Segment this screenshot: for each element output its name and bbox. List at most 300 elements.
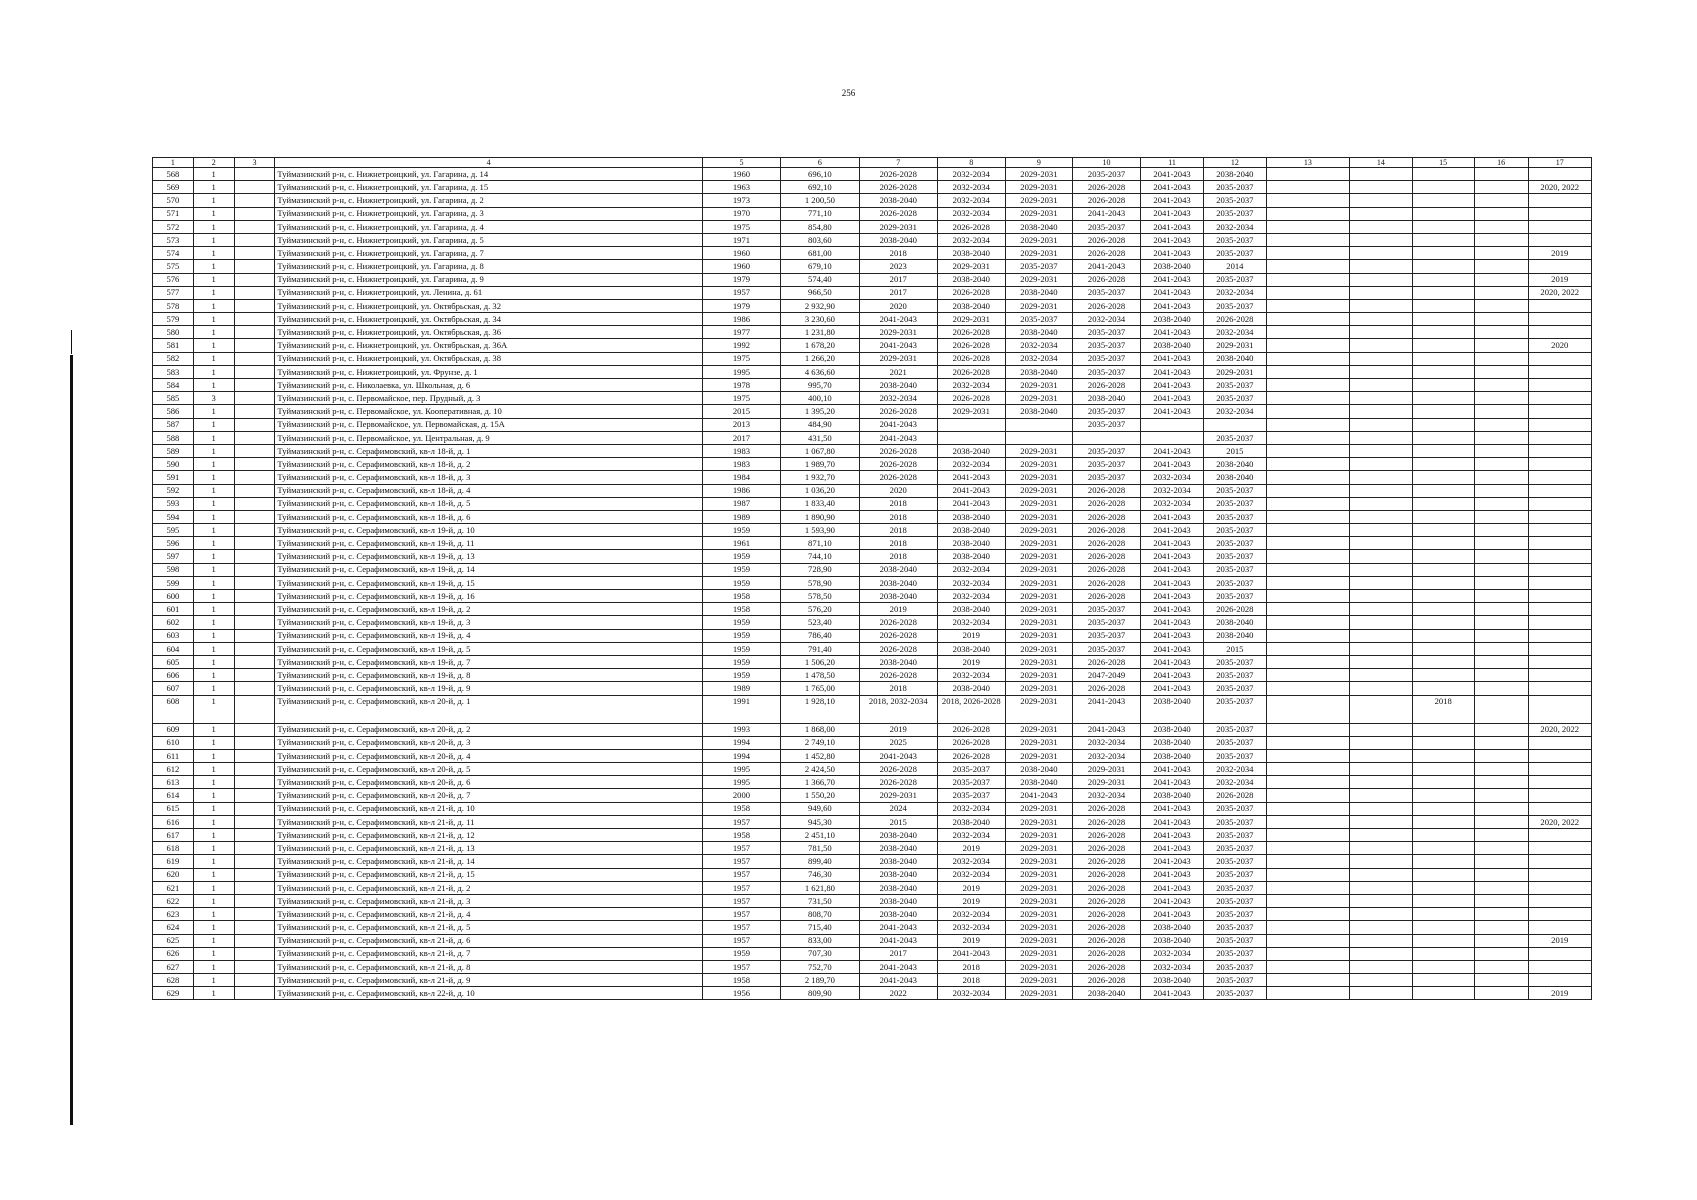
table-cell <box>1412 815 1474 828</box>
table-cell: 2026-2028 <box>1073 655 1141 668</box>
table-cell: 1 <box>193 431 234 444</box>
table-cell <box>234 987 275 1000</box>
table-cell: 2018 <box>859 524 937 537</box>
table-cell: 1963 <box>702 181 780 194</box>
address-cell: Туймазинский р-н, с. Серафимовский, кв-л 18-й, д. 4 <box>275 484 702 497</box>
table-cell: 2041-2043 <box>1073 723 1141 736</box>
column-header-10: 10 <box>1073 158 1141 168</box>
table-cell <box>1266 444 1350 457</box>
table-cell: 2032-2034 <box>937 590 1005 603</box>
table-cell: 1 <box>193 669 234 682</box>
table-cell: 2032-2034 <box>1005 339 1073 352</box>
table-cell <box>1266 247 1350 260</box>
table-cell: 2026-2028 <box>1073 273 1141 286</box>
table-cell: 2029-2031 <box>1005 974 1073 987</box>
table-cell <box>1412 550 1474 563</box>
table-cell: 2035-2037 <box>1073 168 1141 181</box>
table-cell: 1959 <box>702 550 780 563</box>
table-cell: 2038-2040 <box>937 603 1005 616</box>
table-cell <box>1266 669 1350 682</box>
table-cell <box>1412 934 1474 947</box>
table-cell: 2038-2040 <box>1140 260 1203 273</box>
table-cell: 2029-2031 <box>1005 603 1073 616</box>
table-cell: 2032-2034 <box>937 576 1005 589</box>
table-cell <box>1474 352 1528 365</box>
table-cell: 2041-2043 <box>1140 855 1203 868</box>
table-cell <box>1528 168 1592 181</box>
table-cell: 2026-2028 <box>1073 379 1141 392</box>
table-cell <box>1474 550 1528 563</box>
table-cell: 2038-2040 <box>937 273 1005 286</box>
table-cell <box>1266 550 1350 563</box>
address-cell: Туймазинский р-н, с. Первомайское, ул. Первомайская, д. 15А <box>275 418 702 431</box>
table-cell: 2035-2037 <box>1204 590 1266 603</box>
table-cell: 2035-2037 <box>1204 510 1266 523</box>
table-cell <box>234 563 275 576</box>
table-cell: 523,40 <box>781 616 859 629</box>
table-cell: 2029-2031 <box>1005 921 1073 934</box>
table-cell <box>1350 776 1412 789</box>
table-row <box>153 326 1592 339</box>
table-cell: 1 <box>193 921 234 934</box>
table-cell: 692,10 <box>781 181 859 194</box>
table-cell <box>234 576 275 589</box>
table-cell: 2035-2037 <box>1204 802 1266 815</box>
table-cell: 2032-2034 <box>937 669 1005 682</box>
table-cell: 2026-2028 <box>1073 682 1141 695</box>
table-cell: 578,90 <box>781 576 859 589</box>
table-cell: 2035-2037 <box>1204 749 1266 762</box>
table-cell <box>234 894 275 907</box>
table-cell: 2026-2028 <box>1073 181 1141 194</box>
table-cell: 574,40 <box>781 273 859 286</box>
address-cell: Туймазинский р-н, с. Серафимовский, кв-л 21-й, д. 6 <box>275 934 702 947</box>
table-cell: 619 <box>153 855 194 868</box>
table-cell: 1957 <box>702 868 780 881</box>
table-cell: 1 <box>193 802 234 815</box>
table-cell <box>1266 616 1350 629</box>
table-cell: 2041-2043 <box>1140 563 1203 576</box>
table-cell <box>1266 763 1350 776</box>
table-cell <box>1350 550 1412 563</box>
table-cell <box>1266 273 1350 286</box>
table-cell <box>1266 194 1350 207</box>
table-cell: 1977 <box>702 326 780 339</box>
table-cell: 2000 <box>702 789 780 802</box>
table-cell: 585 <box>153 392 194 405</box>
table-cell: 2026-2028 <box>1204 789 1266 802</box>
table-cell: 3 230,60 <box>781 313 859 326</box>
table-cell: 2041-2043 <box>859 749 937 762</box>
table-cell: 1957 <box>702 960 780 973</box>
table-cell: 1 <box>193 682 234 695</box>
table-cell: 2029-2031 <box>1005 987 1073 1000</box>
table-cell <box>1350 695 1412 723</box>
table-cell: 2038-2040 <box>859 868 937 881</box>
table-row <box>153 563 1592 576</box>
table-cell: 2029-2031 <box>1005 736 1073 749</box>
table-cell: 2041-2043 <box>1140 168 1203 181</box>
address-cell: Туймазинский р-н, с. Серафимовский, кв-л 21-й, д. 15 <box>275 868 702 881</box>
table-cell: 574 <box>153 247 194 260</box>
table-cell: 2032-2034 <box>937 563 1005 576</box>
table-cell: 2041-2043 <box>1140 655 1203 668</box>
table-cell: 1 <box>193 444 234 457</box>
table-cell: 2017 <box>859 286 937 299</box>
table-cell: 2029-2031 <box>1005 168 1073 181</box>
table-cell <box>1528 616 1592 629</box>
table-cell: 2029-2031 <box>1005 273 1073 286</box>
table-cell <box>1528 313 1592 326</box>
table-cell <box>1350 313 1412 326</box>
table-cell <box>234 524 275 537</box>
table-cell: 2041-2043 <box>859 934 937 947</box>
table-cell: 2035-2037 <box>1204 524 1266 537</box>
table-cell: 808,70 <box>781 908 859 921</box>
table-row <box>153 471 1592 484</box>
table-cell: 1 506,20 <box>781 655 859 668</box>
table-cell <box>1412 842 1474 855</box>
table-row <box>153 181 1592 194</box>
table-cell <box>1266 723 1350 736</box>
table-cell: 2038-2040 <box>1140 934 1203 947</box>
table-cell: 1 <box>193 484 234 497</box>
table-cell: 2013 <box>702 418 780 431</box>
table-cell <box>1474 260 1528 273</box>
address-cell: Туймазинский р-н, с. Нижнетроицкий, ул. Октябрьская, д. 36 <box>275 326 702 339</box>
table-cell: 2038-2040 <box>1204 629 1266 642</box>
table-cell <box>1474 484 1528 497</box>
table-cell: 2029-2031 <box>1005 894 1073 907</box>
table-cell <box>234 934 275 947</box>
table-cell: 2041-2043 <box>1140 682 1203 695</box>
table-cell: 2029-2031 <box>1005 563 1073 576</box>
table-cell: 2029-2031 <box>1005 207 1073 220</box>
address-cell: Туймазинский р-н, с. Серафимовский, кв-л 20-й, д. 1 <box>275 695 702 723</box>
table-cell <box>1412 247 1474 260</box>
table-cell <box>1412 960 1474 973</box>
table-cell <box>234 921 275 934</box>
table-cell <box>1474 802 1528 815</box>
table-cell <box>1528 868 1592 881</box>
table-cell: 1959 <box>702 655 780 668</box>
table-cell: 2035-2037 <box>1204 181 1266 194</box>
table-cell: 2041-2043 <box>1140 815 1203 828</box>
table-cell <box>1350 894 1412 907</box>
table-cell: 2041-2043 <box>1140 444 1203 457</box>
table-cell <box>234 497 275 510</box>
address-cell: Туймазинский р-н, с. Серафимовский, кв-л 19-й, д. 4 <box>275 629 702 642</box>
table-cell <box>1412 603 1474 616</box>
address-cell: Туймазинский р-н, с. Серафимовский, кв-л 21-й, д. 10 <box>275 802 702 815</box>
table-cell: 2014 <box>1204 260 1266 273</box>
table-cell: 603 <box>153 629 194 642</box>
table-cell: 2020, 2022 <box>1528 181 1592 194</box>
table-cell: 1970 <box>702 207 780 220</box>
table-cell: 2038-2040 <box>859 590 937 603</box>
table-cell <box>1412 484 1474 497</box>
table-cell: 621 <box>153 881 194 894</box>
address-cell: Туймазинский р-н, с. Серафимовский, кв-л 19-й, д. 9 <box>275 682 702 695</box>
table-cell: 2029-2031 <box>1005 829 1073 842</box>
table-cell: 609 <box>153 723 194 736</box>
table-cell <box>1350 855 1412 868</box>
table-row <box>153 868 1592 881</box>
table-cell: 2035-2037 <box>937 763 1005 776</box>
table-cell <box>1528 947 1592 960</box>
table-cell: 2026-2028 <box>937 723 1005 736</box>
table-cell <box>1266 934 1350 947</box>
table-cell: 995,70 <box>781 379 859 392</box>
table-cell: 2018 <box>937 974 1005 987</box>
table-cell <box>1350 934 1412 947</box>
table-cell: 2032-2034 <box>937 802 1005 815</box>
table-cell: 2038-2040 <box>1140 723 1203 736</box>
table-cell: 571 <box>153 207 194 220</box>
table-row <box>153 220 1592 233</box>
address-cell: Туймазинский р-н, с. Серафимовский, кв-л 19-й, д. 11 <box>275 537 702 550</box>
table-cell <box>1528 855 1592 868</box>
table-cell <box>1528 194 1592 207</box>
table-cell: 612 <box>153 763 194 776</box>
table-cell <box>1412 655 1474 668</box>
table-cell: 2035-2037 <box>1204 669 1266 682</box>
table-cell <box>1474 563 1528 576</box>
table-cell <box>1474 947 1528 960</box>
table-cell <box>1474 669 1528 682</box>
table-cell <box>234 471 275 484</box>
table-cell <box>1350 974 1412 987</box>
table-cell <box>1350 881 1412 894</box>
table-cell: 1 <box>193 894 234 907</box>
address-cell: Туймазинский р-н, с. Серафимовский, кв-л 20-й, д. 4 <box>275 749 702 762</box>
table-cell: 2041-2043 <box>1140 405 1203 418</box>
table-cell: 1989 <box>702 510 780 523</box>
table-cell: 1 <box>193 960 234 973</box>
table-cell <box>1266 603 1350 616</box>
table-cell <box>1474 960 1528 973</box>
table-cell: 731,50 <box>781 894 859 907</box>
table-cell <box>1474 299 1528 312</box>
table-cell <box>1528 444 1592 457</box>
table-cell <box>1528 471 1592 484</box>
table-cell <box>234 815 275 828</box>
table-cell: 2041-2043 <box>1140 537 1203 550</box>
table-row <box>153 934 1592 947</box>
table-cell <box>1528 590 1592 603</box>
table-cell <box>1412 194 1474 207</box>
housing-registry-table <box>152 157 1592 1000</box>
table-cell: 2038-2040 <box>937 510 1005 523</box>
table-cell: 2032-2034 <box>1073 789 1141 802</box>
scan-edge-mark <box>70 355 73 1125</box>
table-cell <box>234 352 275 365</box>
address-cell: Туймазинский р-н, с. Серафимовский, кв-л 19-й, д. 15 <box>275 576 702 589</box>
table-cell: 2032-2034 <box>937 855 1005 868</box>
table-cell <box>1266 260 1350 273</box>
table-cell <box>1266 326 1350 339</box>
table-cell: 2026-2028 <box>937 220 1005 233</box>
table-cell <box>1528 642 1592 655</box>
table-cell: 1 <box>193 379 234 392</box>
table-cell: 2041-2043 <box>859 313 937 326</box>
table-row <box>153 723 1592 736</box>
address-cell: Туймазинский р-н, с. Серафимовский, кв-л 21-й, д. 12 <box>275 829 702 842</box>
table-cell: 2041-2043 <box>1140 881 1203 894</box>
table-cell <box>1350 749 1412 762</box>
table-cell: 1978 <box>702 379 780 392</box>
table-cell <box>1528 669 1592 682</box>
table-cell: 2019 <box>1528 934 1592 947</box>
table-cell <box>1412 987 1474 1000</box>
table-cell: 2021 <box>859 365 937 378</box>
table-cell <box>1528 352 1592 365</box>
address-cell: Туймазинский р-н, с. Нижнетроицкий, ул. Гагарина, д. 3 <box>275 207 702 220</box>
table-cell <box>1412 299 1474 312</box>
table-cell <box>1266 655 1350 668</box>
table-cell <box>1528 921 1592 934</box>
table-cell <box>1412 524 1474 537</box>
table-cell <box>234 802 275 815</box>
table-cell: 2026-2028 <box>859 444 937 457</box>
table-cell <box>1350 326 1412 339</box>
table-cell <box>1474 894 1528 907</box>
table-cell: 1 <box>193 629 234 642</box>
table-cell <box>1412 736 1474 749</box>
table-cell <box>1266 497 1350 510</box>
table-cell: 1957 <box>702 286 780 299</box>
table-cell: 2026-2028 <box>937 339 1005 352</box>
address-cell: Туймазинский р-н, с. Серафимовский, кв-л 21-й, д. 9 <box>275 974 702 987</box>
table-cell: 1959 <box>702 616 780 629</box>
table-row <box>153 763 1592 776</box>
table-cell: 2041-2043 <box>1140 908 1203 921</box>
header-row <box>153 158 1592 168</box>
table-cell: 2035-2037 <box>1204 855 1266 868</box>
table-cell: 2032-2034 <box>1204 286 1266 299</box>
table-row <box>153 789 1592 802</box>
table-row <box>153 379 1592 392</box>
table-cell: 1 678,20 <box>781 339 859 352</box>
table-cell: 2026-2028 <box>859 763 937 776</box>
table-cell: 1984 <box>702 471 780 484</box>
table-cell: 2032-2034 <box>937 379 1005 392</box>
table-cell: 2029-2031 <box>1005 960 1073 973</box>
table-cell <box>1266 365 1350 378</box>
table-cell: 2032-2034 <box>1140 960 1203 973</box>
table-cell: 1 <box>193 749 234 762</box>
table-cell: 2041-2043 <box>1140 776 1203 789</box>
table-cell <box>1204 418 1266 431</box>
table-cell <box>1412 326 1474 339</box>
table-cell <box>234 776 275 789</box>
table-cell <box>234 908 275 921</box>
table-cell <box>1266 749 1350 762</box>
table-cell <box>1266 974 1350 987</box>
table-cell <box>1350 497 1412 510</box>
table-cell: 2038-2040 <box>859 379 937 392</box>
table-cell <box>1412 260 1474 273</box>
table-cell <box>1412 763 1474 776</box>
table-cell: 599 <box>153 576 194 589</box>
table-cell <box>1266 881 1350 894</box>
table-cell: 2032-2034 <box>937 829 1005 842</box>
table-cell: 1957 <box>702 934 780 947</box>
table-cell: 2026-2028 <box>937 286 1005 299</box>
table-cell: 2029-2031 <box>1005 484 1073 497</box>
table-cell: 2026-2028 <box>1204 603 1266 616</box>
table-cell <box>1350 829 1412 842</box>
table-cell <box>1412 776 1474 789</box>
table-cell: 2026-2028 <box>1073 550 1141 563</box>
table-cell: 2032-2034 <box>1005 352 1073 365</box>
table-cell: 1 <box>193 497 234 510</box>
table-cell <box>1350 181 1412 194</box>
table-cell: 2035-2037 <box>1204 934 1266 947</box>
table-cell: 2026-2028 <box>937 392 1005 405</box>
table-cell <box>1350 603 1412 616</box>
table-cell <box>1266 868 1350 881</box>
table-cell: 2035-2037 <box>1204 392 1266 405</box>
table-cell: 2029-2031 <box>859 352 937 365</box>
table-cell: 626 <box>153 947 194 960</box>
table-cell: 2029-2031 <box>1005 815 1073 828</box>
table-cell: 568 <box>153 168 194 181</box>
table-cell: 2026-2028 <box>1073 894 1141 907</box>
table-cell: 2041-2043 <box>1140 524 1203 537</box>
table-cell <box>1266 736 1350 749</box>
table-cell: 587 <box>153 418 194 431</box>
table-cell <box>1474 431 1528 444</box>
table-cell: 2020, 2022 <box>1528 723 1592 736</box>
table-cell: 2038-2040 <box>1005 286 1073 299</box>
table-cell: 2026-2028 <box>1073 829 1141 842</box>
table-cell: 2038-2040 <box>1140 695 1203 723</box>
table-cell <box>1412 471 1474 484</box>
address-cell: Туймазинский р-н, с. Серафимовский, кв-л 19-й, д. 3 <box>275 616 702 629</box>
address-cell: Туймазинский р-н, с. Нижнетроицкий, ул. Октябрьская, д. 34 <box>275 313 702 326</box>
table-cell: 2035-2037 <box>1073 352 1141 365</box>
table-cell: 2029-2031 <box>1005 842 1073 855</box>
table-cell: 945,30 <box>781 815 859 828</box>
table-row <box>153 260 1592 273</box>
table-row <box>153 642 1592 655</box>
table-cell: 2029-2031 <box>1005 881 1073 894</box>
table-cell: 2020 <box>1528 339 1592 352</box>
table-row <box>153 352 1592 365</box>
table-cell: 589 <box>153 444 194 457</box>
table-cell: 2041-2043 <box>859 960 937 973</box>
table-cell <box>1474 789 1528 802</box>
table-cell: 1959 <box>702 563 780 576</box>
table-row <box>153 669 1592 682</box>
table-cell: 2035-2037 <box>1204 194 1266 207</box>
table-cell: 1 <box>193 299 234 312</box>
address-cell: Туймазинский р-н, с. Серафимовский, кв-л 21-й, д. 14 <box>275 855 702 868</box>
table-cell: 2032-2034 <box>1204 776 1266 789</box>
table-cell: 1 <box>193 603 234 616</box>
table-cell: 2038-2040 <box>859 894 937 907</box>
table-cell: 2026-2028 <box>1073 934 1141 947</box>
table-cell <box>1474 207 1528 220</box>
table-cell: 2026-2028 <box>1073 590 1141 603</box>
table-cell: 833,00 <box>781 934 859 947</box>
table-row <box>153 987 1592 1000</box>
address-cell: Туймазинский р-н, с. Серафимовский, кв-л 19-й, д. 10 <box>275 524 702 537</box>
table-cell <box>1528 695 1592 723</box>
table-cell: 1 <box>193 789 234 802</box>
address-cell: Туймазинский р-н, с. Нижнетроицкий, ул. Гагарина, д. 8 <box>275 260 702 273</box>
